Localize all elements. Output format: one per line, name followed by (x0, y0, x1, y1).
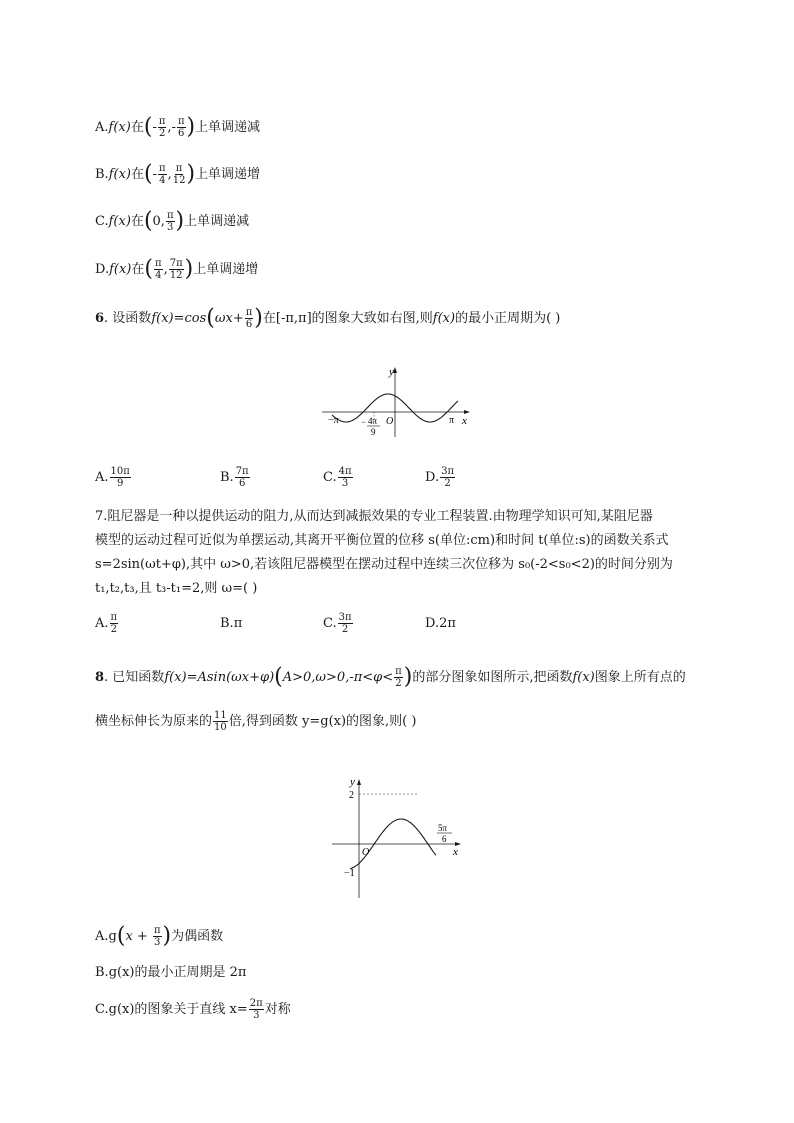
y-axis-label: y (389, 366, 394, 378)
q6-option-d (425, 466, 456, 489)
question-6-stem: 6. 设函数f(x)=cos(ωx+ $\frac{\pi}{6}$ )在[-π,π]的图象大致如右图,则f(x)的最小正周期为( ) (95, 305, 561, 331)
option-letter: B. (220, 470, 234, 485)
frac-den: 6 (238, 478, 246, 489)
question-number: 6 (95, 311, 105, 326)
x-axis-label: x (453, 846, 458, 858)
interval: - $\frac{\pi}{4}$ , $\frac{\pi}{12}$ (152, 163, 186, 186)
q7-option-d (425, 616, 456, 631)
question-7-line-1: 7.阻尼器是一种以提供运动的阻力,从而达到减振效果的专业工程装置.由物理学知识可知,某阻尼器 (95, 509, 653, 524)
option-text: 在 (130, 167, 144, 182)
q6-option-c (323, 466, 354, 489)
option-text: 上单调递减 (195, 120, 261, 135)
option-text: 上单调递增 (195, 167, 261, 182)
y-axis-arrow (357, 779, 361, 785)
option-text: 在 (130, 120, 144, 135)
q5-option-b: B.f(x)在(- $\frac{\pi}{4}$ , $\frac{\pi}{12}$ )上单调递增 (95, 161, 261, 187)
option-letter: A. (95, 120, 109, 135)
function-name: f(x) (432, 311, 456, 326)
frac-den: 10 (214, 722, 227, 733)
frac-den: 9 (116, 478, 124, 489)
tick-label-num: 5π (438, 823, 448, 833)
function-name: f(x) (572, 670, 595, 685)
option-letter: C. (323, 470, 337, 485)
option-letter: C. (95, 214, 109, 229)
tick-label-den: 9 (371, 427, 376, 437)
q8-option-b (95, 963, 246, 983)
stem-text: . 已知函数 (104, 670, 165, 685)
tick-label-pi: π (449, 415, 455, 426)
option-letter: C. (95, 1002, 109, 1017)
frac-den: 3 (154, 937, 161, 948)
option-letter: D. (425, 616, 440, 631)
q5-option-a: A.f(x)在(- $\frac{\pi}{2}$ ,- $\frac{\pi}{6}$ )上单调递减 (95, 114, 261, 140)
frac-num: 2π (249, 998, 263, 1009)
tick-sign: − (361, 417, 367, 427)
stem-text: 倍,得到函数 y=g(x)的图象,则( ) (228, 714, 417, 729)
formula: f(x)=Asin(ωx+φ) (164, 670, 275, 685)
frac-den: 3 (253, 1010, 260, 1021)
question-7-line-4: t₁,t₂,t₃,且 t₃-t₁=2,则 ω=( ) (95, 581, 258, 596)
interval-left: - $\frac{\pi}{2}$ ,- $\frac{\pi}{6}$ (152, 116, 185, 139)
q7-option-a (95, 612, 119, 635)
option-text: g(x)的图象关于直线 x= (108, 1002, 248, 1017)
question-7-line-3: s=2sin(ωt+φ),其中 ω>0,若该阻尼器模型在摆动过程中连续三次位移为 s₀(-2<s₀<2)的时间分别为 (95, 557, 673, 572)
option-letter: D. (425, 470, 440, 485)
tick-label-min: −1 (344, 868, 355, 879)
option-text: 上单调递增 (193, 262, 259, 277)
option-text: g(x)的最小正周期是 2π (108, 965, 247, 980)
option-letter: B. (95, 167, 109, 182)
option-text: 上单调递减 (184, 214, 250, 229)
option-letter: C. (323, 616, 337, 631)
option-letter: A. (95, 616, 109, 631)
tick-label-num: 4π (368, 416, 378, 426)
frac-num: 4π (338, 466, 352, 477)
y-axis-label: y (350, 776, 355, 788)
frac-den: 2 (341, 624, 349, 635)
stem-text: 在[-π,π]的图象大致如右图,则 (262, 311, 433, 326)
frac-num: 3π (441, 466, 455, 477)
question-8-stem: 8. 已知函数f(x)=Asin(ωx+φ)(A>0,ω>0,-π<φ< $\frac{\pi}{2}$ )的部分图象如图所示,把函数f(x)图象上所有点的 (95, 664, 686, 690)
question-8-line-2 (95, 710, 416, 733)
q6-cosine-graph (318, 362, 478, 442)
origin-label: O (386, 416, 394, 427)
option-text: g (108, 929, 117, 944)
frac-num: 7π (235, 466, 249, 477)
q6-option-a (95, 466, 132, 489)
frac-den: 2 (110, 624, 117, 635)
option-text: 在 (131, 262, 145, 277)
option-letter: A. (95, 470, 109, 485)
stem-text: 的部分图象如图所示,把函数 (412, 670, 573, 685)
q7-option-c (323, 612, 354, 635)
q8-option-a: A.g(x + $\frac{\pi}{3}$ )为偶函数 (95, 923, 224, 949)
function-name: f(x) (108, 167, 131, 182)
tick-label-den: 6 (442, 834, 447, 844)
option-letter: B. (95, 965, 109, 980)
frac-num: π (395, 666, 402, 677)
frac-den: 3 (341, 478, 349, 489)
function-name: f(x) (109, 262, 132, 277)
frac-num: π (110, 612, 118, 623)
q5-option-d: D.f(x)在( $\frac{\pi}{4}$ , $\frac{7\pi}{12}$ )上单调递增 (95, 256, 259, 282)
option-letter: B. (220, 616, 234, 631)
frac-num: π (153, 925, 161, 936)
origin-label: O (362, 847, 370, 858)
x-axis-arrow (464, 410, 470, 414)
frac-num: 10π (110, 466, 130, 477)
option-text: 2π (439, 616, 456, 631)
frac-den: 2 (444, 478, 451, 489)
formula: f(x)=cos (151, 311, 207, 326)
function-name: f(x) (108, 214, 131, 229)
x-axis-label: x (462, 415, 467, 427)
option-letter: D. (95, 262, 110, 277)
option-text: x + (125, 929, 152, 944)
stem-text: 横坐标伸长为原来的 (95, 714, 213, 729)
option-text: 为偶函数 (171, 929, 224, 944)
option-text: 在 (130, 214, 144, 229)
interval: 0, $\frac{\pi}{3}$ (152, 210, 174, 233)
function-name: f(x) (108, 120, 131, 135)
q5-option-c: C.f(x)在(0, $\frac{\pi}{3}$ )上单调递减 (95, 208, 250, 234)
tick-label-max: 2 (349, 790, 354, 801)
tick-label-neg-pi: −π (328, 415, 339, 426)
question-7-line-2: 模型的运动过程可近似为单摆运动,其离开平衡位置的位移 s(单位:cm)和时间 t(单位:s)的函数关系式 (95, 533, 669, 548)
q8-option-c (95, 998, 291, 1021)
frac-num: 11 (214, 710, 227, 721)
interval: $\frac{\pi}{4}$ , $\frac{7\pi}{12}$ (155, 258, 183, 281)
frac-num: 3π (338, 612, 352, 623)
question-number: 8 (95, 670, 105, 685)
option-text: 对称 (264, 1002, 291, 1017)
q7-option-b (220, 616, 242, 631)
frac-den: 2 (395, 678, 402, 689)
stem-text: . 设函数 (104, 311, 152, 326)
option-text: π (233, 616, 243, 631)
option-letter: A. (95, 929, 109, 944)
q8-sine-graph (330, 772, 465, 902)
stem-text: 的最小正周期为( ) (455, 311, 561, 326)
q6-option-b (220, 466, 251, 489)
condition: A>0,ω>0,-π<φ< (282, 670, 394, 685)
stem-text: 图象上所有点的 (594, 670, 686, 685)
